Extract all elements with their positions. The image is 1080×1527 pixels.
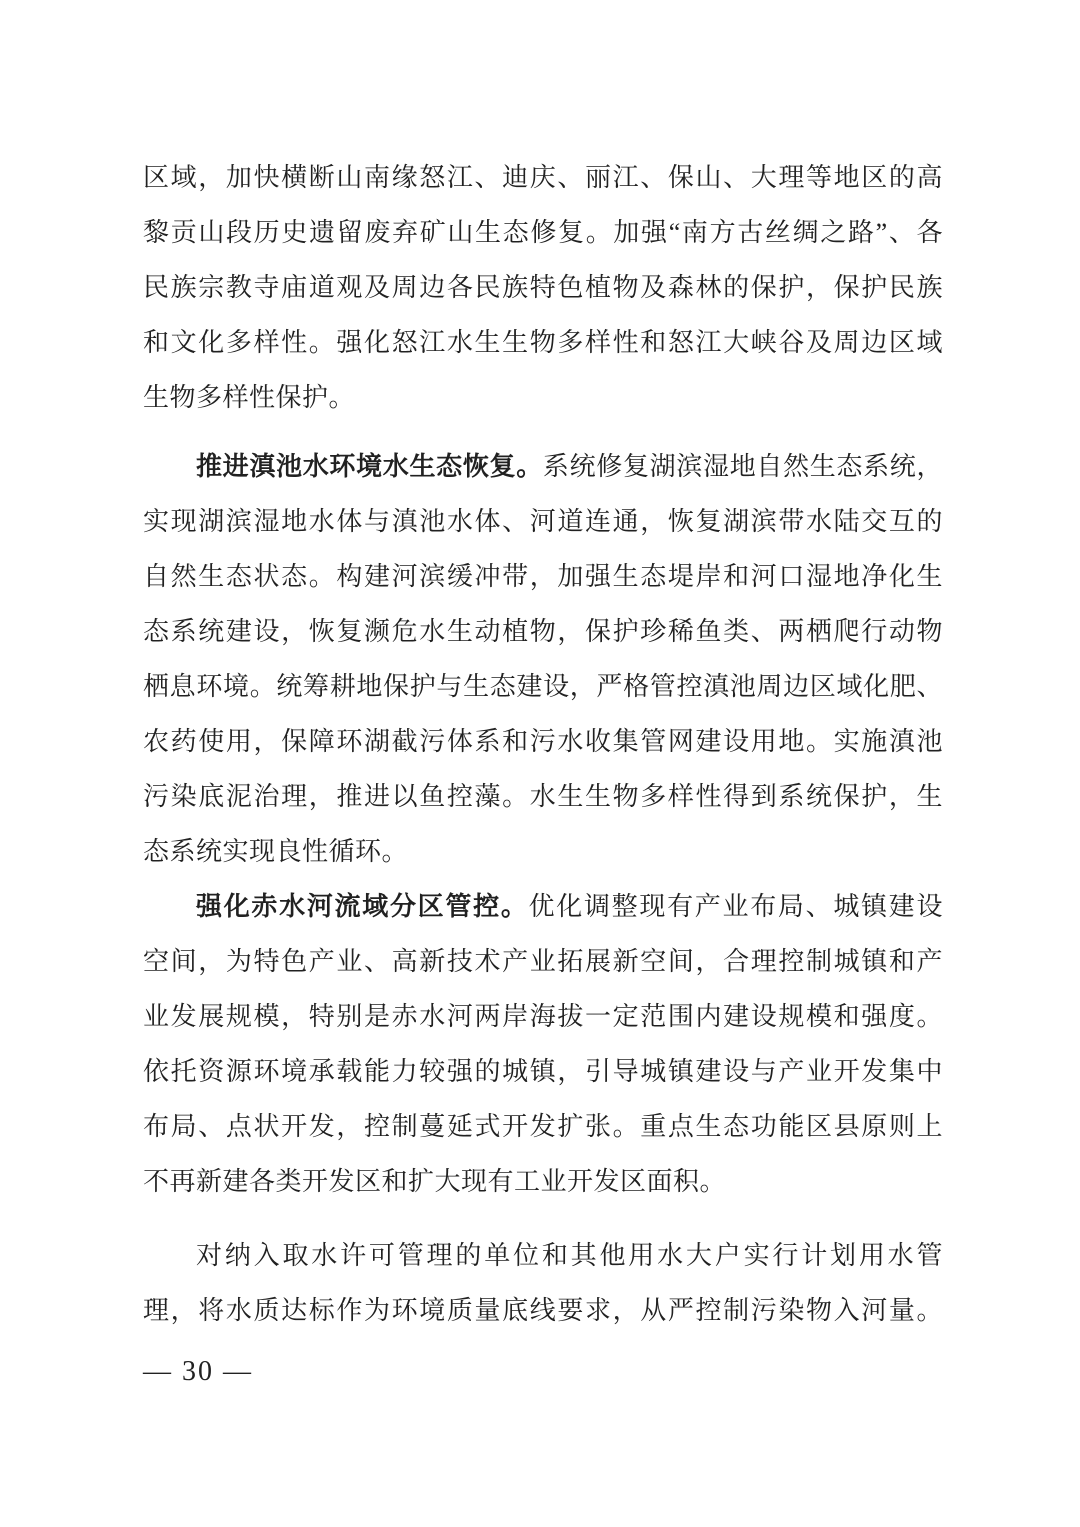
- text-line: [143, 439, 943, 494]
- paragraph-lead: 推进滇池水环境水生态恢复。: [196, 452, 543, 481]
- text-line: 态系统建设，恢复濒危水生动植物，保护珍稀鱼类、两栖爬行动物: [143, 617, 943, 646]
- paragraph-water-permit: [143, 1228, 943, 1338]
- text-line: 自然生态状态。构建河滨缓冲带，加强生态堤岸和河口湿地净化生: [143, 562, 943, 591]
- text-column: [143, 150, 943, 1338]
- text-line: 栖息环境。统筹耕地保护与生态建设，严格管控滇池周边区域化肥、: [143, 672, 943, 701]
- text-line: 污染底泥治理，推进以鱼控藻。水生生物多样性得到系统保护，生: [143, 782, 943, 811]
- text-line: 实现湖滨湿地水体与滇池水体、河道连通，恢复湖滨带水陆交互的: [143, 507, 943, 536]
- text-line: 业发展规模，特别是赤水河两岸海拔一定范围内建设规模和强度。: [143, 1002, 943, 1031]
- text-line: 民族宗教寺庙道观及周边各民族特色植物及森林的保护，保护民族: [143, 273, 943, 302]
- text-line: [143, 879, 943, 934]
- text-line: 区域，加快横断山南缘怒江、迪庆、丽江、保山、大理等地区的高: [143, 163, 943, 192]
- paragraph-chishuihe: [143, 879, 943, 1209]
- text-line: 和文化多样性。强化怒江水生生物多样性和怒江大峡谷及周边区域: [143, 328, 943, 357]
- text-line: 生物多样性保护。: [143, 383, 356, 412]
- text-line: 不再新建各类开发区和扩大现有工业开发区面积。: [143, 1167, 727, 1196]
- paragraph-dianchi: [143, 439, 943, 879]
- text-run: 系统修复湖滨湿地自然生态系统，: [542, 452, 943, 481]
- page-footer: [143, 1352, 253, 1392]
- text-line: 布局、点状开发，控制蔓延式开发扩张。重点生态功能区县原则上: [143, 1112, 943, 1141]
- text-line: 空间，为特色产业、高新技术产业拓展新空间，合理控制城镇和产: [143, 947, 943, 976]
- text-line: 理，将水质达标作为环境质量底线要求，从严控制污染物入河量。: [143, 1296, 943, 1325]
- paragraph-nujiang-continuation: [143, 150, 943, 425]
- text-line: 黎贡山段历史遗留废弃矿山生态修复。加强“南方古丝绸之路”、各: [143, 218, 943, 247]
- text-line: 对纳入取水许可管理的单位和其他用水大户实行计划用水管: [196, 1241, 943, 1270]
- text-line: 态系统实现良性循环。: [143, 837, 409, 866]
- text-line: 依托资源环境承载能力较强的城镇，引导城镇建设与产业开发集中: [143, 1057, 943, 1086]
- text-run: 优化调整现有产业布局、城镇建设: [528, 892, 943, 921]
- page-number: — 30 —: [143, 1356, 253, 1387]
- paragraph-lead: 强化赤水河流域分区管控。: [196, 892, 529, 921]
- text-line: 农药使用，保障环湖截污体系和污水收集管网建设用地。实施滇池: [143, 727, 943, 756]
